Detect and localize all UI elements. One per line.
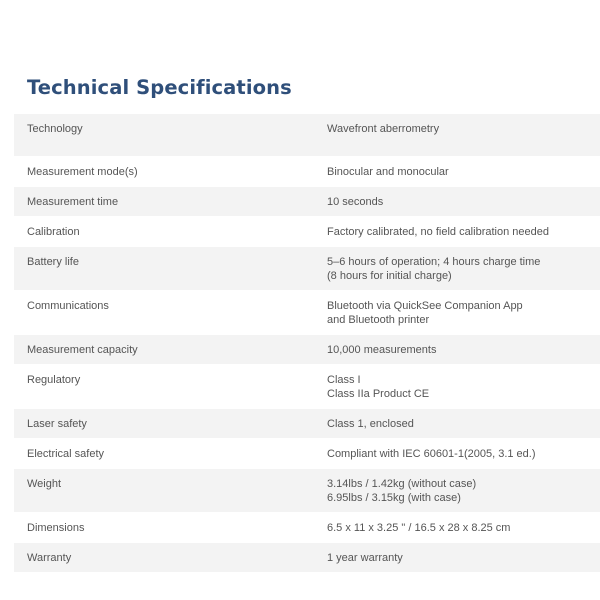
spec-value-line: Factory calibrated, no field calibration needed [327, 226, 549, 238]
spec-value [327, 543, 600, 573]
spec-row-electrical-safety [14, 439, 600, 469]
page-title: Technical Specifications [27, 76, 292, 99]
spec-value [327, 439, 600, 469]
spec-row-weight [14, 469, 600, 513]
spec-value-line: 6.5 x 11 x 3.25 " / 16.5 x 28 x 8.25 cm [327, 522, 511, 534]
spec-label: Measurement capacity [14, 335, 327, 365]
spec-value-line: Class I [327, 374, 361, 386]
spec-label: Measurement time [14, 187, 327, 217]
spec-value [327, 217, 600, 247]
spec-value-line: 3.14lbs / 1.42kg (without case) [327, 478, 477, 490]
spec-label: Calibration [14, 217, 327, 247]
spec-value [327, 365, 600, 409]
spec-value-line: and Bluetooth printer [327, 314, 430, 326]
spec-value-line: 10 seconds [327, 196, 384, 208]
spec-value-line: Wavefront aberrometry [327, 123, 440, 135]
spec-row-measurement-capacity [14, 335, 600, 365]
spec-value [327, 157, 600, 187]
spec-row-measurement-time [14, 187, 600, 217]
spec-value-line: Class IIa Product CE [327, 388, 430, 400]
spec-value [327, 335, 600, 365]
spec-value [327, 247, 600, 291]
spec-row-dimensions [14, 513, 600, 543]
spec-label: Measurement mode(s) [14, 157, 327, 187]
spec-label: Technology [14, 114, 327, 157]
spec-label: Laser safety [14, 409, 327, 439]
spec-row-warranty [14, 543, 600, 573]
specifications-table [14, 114, 600, 573]
spec-row-technology [14, 114, 600, 157]
spec-value-line: 1 year warranty [327, 552, 403, 564]
spec-label: Dimensions [14, 513, 327, 543]
spec-row-calibration [14, 217, 600, 247]
spec-row-battery-life [14, 247, 600, 291]
spec-label: Weight [14, 469, 327, 513]
spec-value-line: 10,000 measurements [327, 344, 437, 356]
spec-value-line: Class 1, enclosed [327, 418, 414, 430]
spec-row-communications [14, 291, 600, 335]
spec-value-line: (8 hours for initial charge) [327, 270, 452, 282]
spec-value-line: 5–6 hours of operation; 4 hours charge time [327, 256, 541, 268]
spec-label: Warranty [14, 543, 327, 573]
spec-value [327, 114, 600, 157]
spec-value [327, 469, 600, 513]
spec-label: Communications [14, 291, 327, 335]
spec-row-measurement-modes [14, 157, 600, 187]
spec-row-regulatory [14, 365, 600, 409]
spec-value-line: Compliant with IEC 60601-1(2005, 3.1 ed.) [327, 448, 536, 460]
spec-value-line: 6.95lbs / 3.15kg (with case) [327, 492, 461, 504]
spec-label: Electrical safety [14, 439, 327, 469]
spec-value [327, 187, 600, 217]
spec-value [327, 409, 600, 439]
spec-label: Battery life [14, 247, 327, 291]
spec-row-laser-safety [14, 409, 600, 439]
spec-value [327, 513, 600, 543]
spec-value-line: Bluetooth via QuickSee Companion App [327, 300, 523, 312]
spec-value-line: Binocular and monocular [327, 166, 449, 178]
spec-value [327, 291, 600, 335]
spec-label: Regulatory [14, 365, 327, 409]
